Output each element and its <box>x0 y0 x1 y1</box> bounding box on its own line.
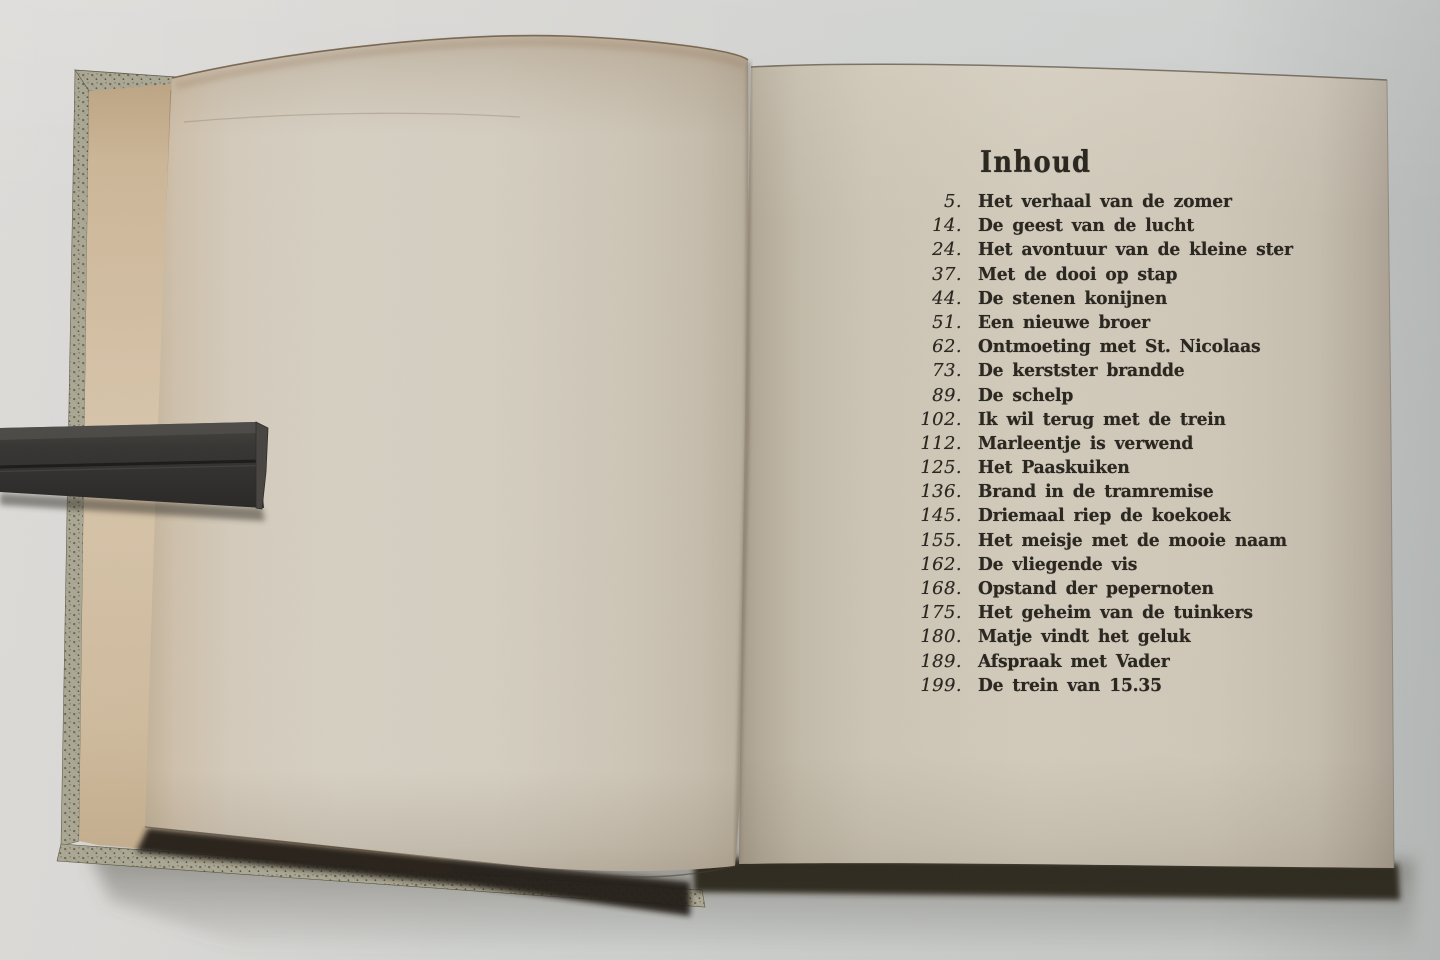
toc-page-number: 168. <box>920 578 962 599</box>
toc-entry-title: Het verhaal van de zomer <box>978 191 1232 212</box>
toc-row <box>900 675 1380 699</box>
toc-row <box>900 264 1380 288</box>
toc-row <box>900 336 1380 360</box>
toc-list <box>900 191 1380 699</box>
toc-entry-title: De stenen konijnen <box>978 287 1168 309</box>
toc-entry-title: Het Paaskuiken <box>978 457 1130 479</box>
toc-row <box>900 288 1380 312</box>
toc-row <box>900 457 1380 481</box>
toc-entry-title: Ik wil terug met de trein <box>978 408 1226 430</box>
toc-page-number: 37. <box>932 263 962 285</box>
toc-entry-title: Marleentje is verwend <box>978 432 1194 454</box>
toc-entry-title: Met de dooi op stap <box>978 263 1178 285</box>
toc-row <box>900 554 1380 578</box>
toc-row <box>900 433 1380 457</box>
toc-entry-title: Matje vindt het geluk <box>978 626 1191 648</box>
toc-page-number: 145. <box>920 505 962 527</box>
toc-row <box>900 481 1380 505</box>
toc-heading: Inhoud <box>980 145 1092 180</box>
toc-row <box>900 360 1380 384</box>
toc-row <box>900 215 1380 239</box>
toc-row <box>900 626 1380 650</box>
toc-row <box>900 651 1380 675</box>
table-of-contents <box>900 145 1380 699</box>
toc-page-number: 162. <box>920 553 962 575</box>
toc-row <box>900 409 1380 433</box>
toc-page-number: 5. <box>944 191 962 212</box>
toc-entry-title: De kerstster brandde <box>978 360 1185 382</box>
toc-page-number: 102. <box>920 408 962 430</box>
toc-row <box>900 191 1380 215</box>
toc-entry-title: De schelp <box>978 384 1074 406</box>
toc-entry-title: Het avontuur van de kleine ster <box>978 239 1293 261</box>
toc-row <box>900 239 1380 263</box>
toc-entry-title: Brand in de tramremise <box>978 481 1214 503</box>
toc-page-number: 89. <box>932 384 962 406</box>
toc-entry-title: Opstand der pepernoten <box>978 578 1214 599</box>
toc-page-number: 14. <box>932 215 962 237</box>
toc-row <box>900 530 1380 554</box>
toc-page-number: 125. <box>920 457 962 479</box>
toc-page-number: 180. <box>920 626 962 648</box>
toc-entry-title: De vliegende vis <box>978 553 1138 575</box>
toc-entry-title: De geest van de lucht <box>978 215 1195 237</box>
toc-page-number: 136. <box>920 481 962 503</box>
toc-entry-title: Een nieuwe broer <box>978 311 1150 333</box>
toc-entry-title: Het geheim van de tuinkers <box>978 602 1253 624</box>
toc-page-number: 51. <box>932 311 962 333</box>
toc-page-number: 199. <box>920 674 962 696</box>
toc-page-number: 112. <box>920 432 962 454</box>
toc-page-number: 62. <box>932 336 962 358</box>
toc-page-number: 73. <box>932 360 962 382</box>
toc-entry-title: Ontmoeting met St. Nicolaas <box>978 336 1261 358</box>
toc-row <box>900 578 1380 602</box>
toc-row <box>900 385 1380 409</box>
toc-page-number: 155. <box>920 529 962 551</box>
toc-page-number: 44. <box>932 287 962 309</box>
toc-row <box>900 312 1380 336</box>
toc-row <box>900 602 1380 626</box>
toc-page-number: 175. <box>920 602 962 624</box>
toc-entry-title: De trein van 15.35 <box>978 674 1162 696</box>
toc-entry-title: Het meisje met de mooie naam <box>978 529 1287 551</box>
toc-page-number: 189. <box>920 650 962 672</box>
toc-entry-title: Afspraak met Vader <box>978 650 1170 672</box>
toc-page-number: 24. <box>932 239 962 261</box>
toc-entry-title: Driemaal riep de koekoek <box>978 505 1231 527</box>
toc-row <box>900 505 1380 529</box>
